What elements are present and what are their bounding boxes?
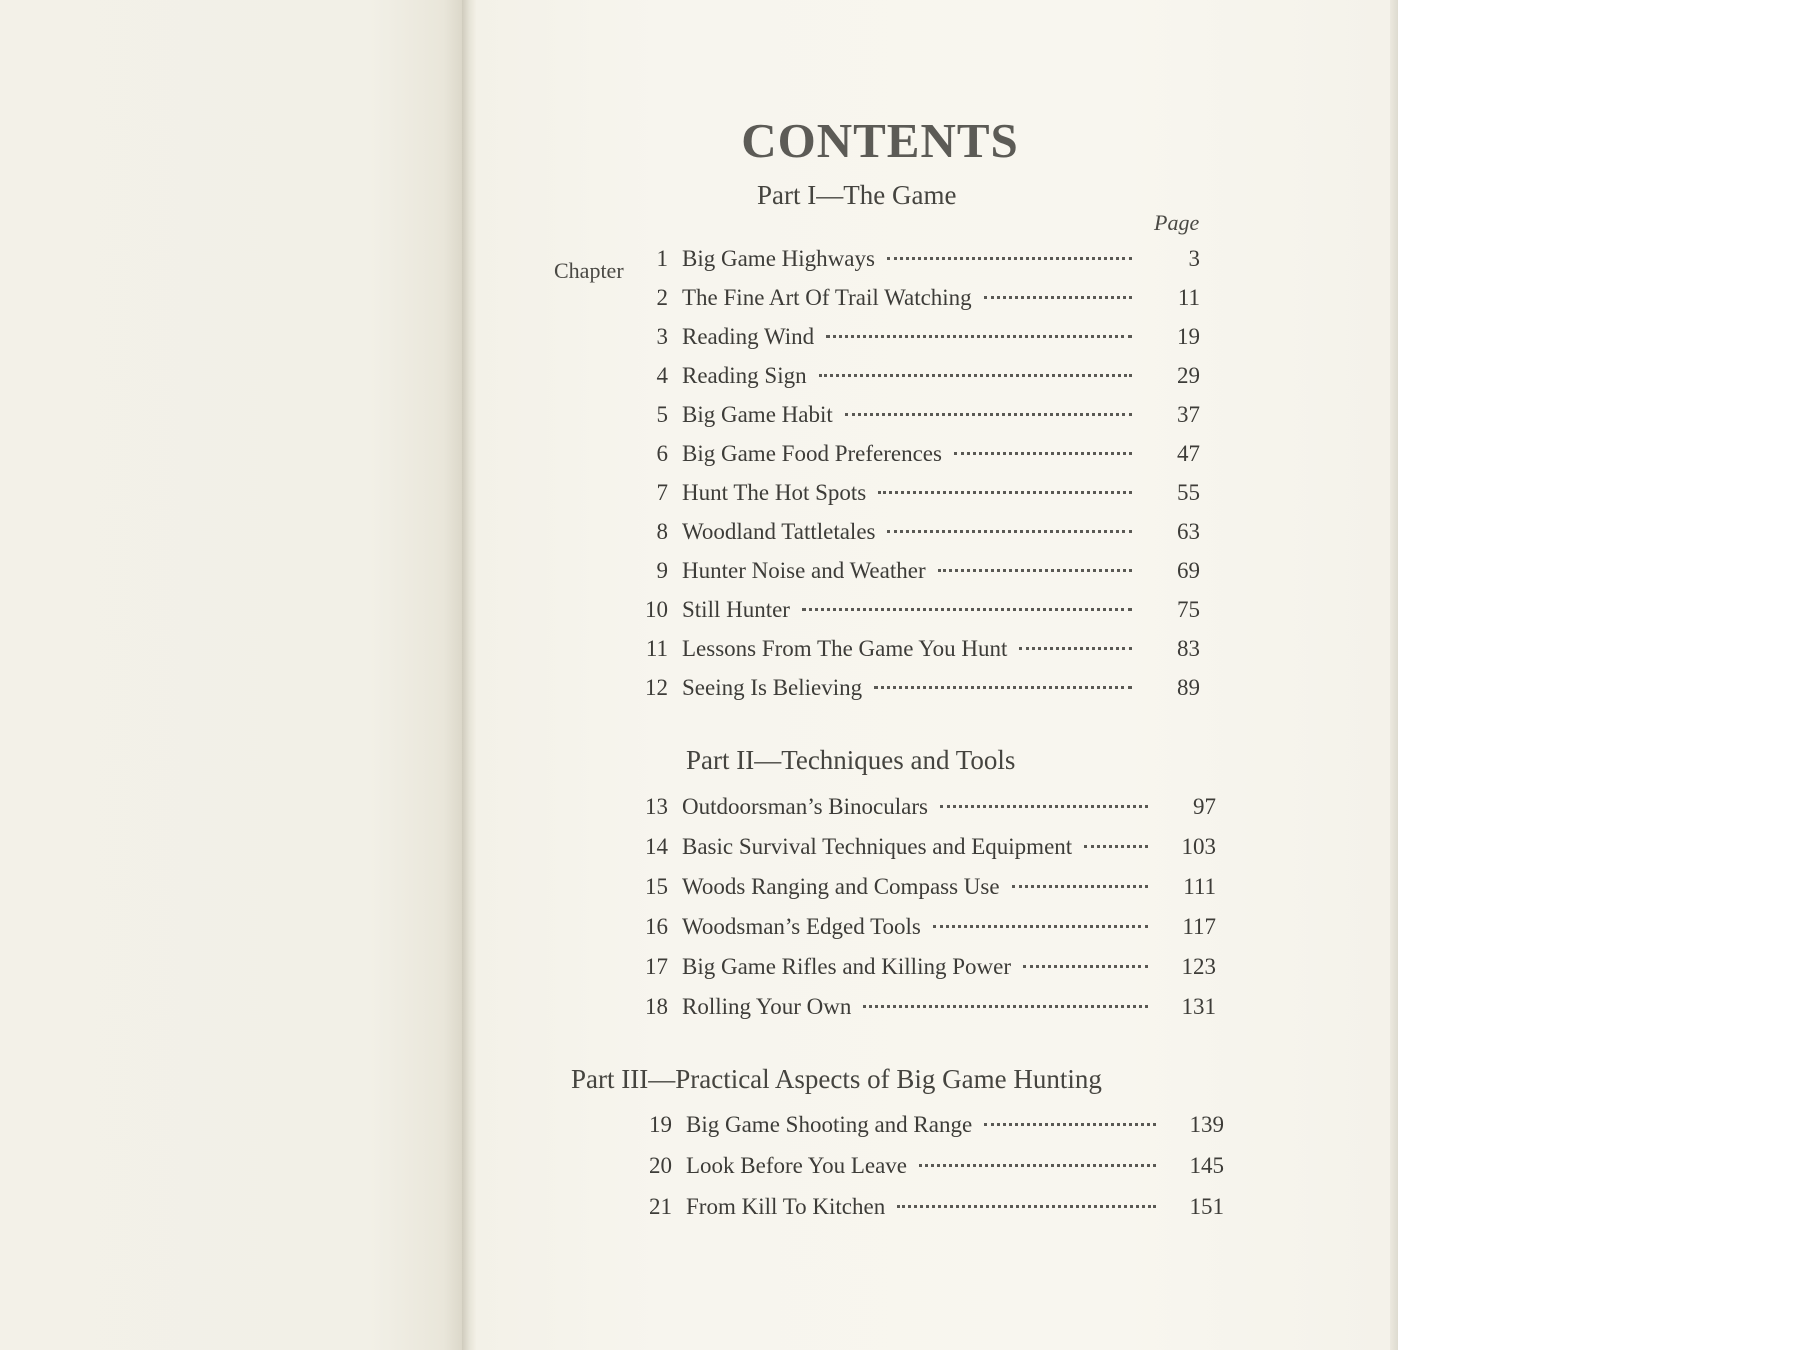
chapter-number: 11 [645,636,668,661]
toc-row [620,636,1200,670]
page-number: 103 [1181,834,1216,859]
dot-leader [887,257,1132,260]
part-heading-2: Part II—Techniques and Tools [686,745,1016,775]
toc-row [620,402,1200,436]
page-number: 117 [1182,914,1216,939]
dot-leader [1023,965,1148,968]
chapter-number: 7 [656,480,668,505]
chapter-title: Rolling Your Own [682,994,852,1019]
toc-row [620,285,1200,319]
chapter-title: Woodland Tattletales [682,519,876,544]
chapter-number: 10 [645,597,668,622]
left-blank-page [0,0,462,1350]
dot-leader [863,1005,1148,1008]
dot-leader [984,296,1132,299]
chapter-number: 6 [656,441,668,466]
toc-row [620,834,1216,868]
chapter-title: Hunt The Hot Spots [682,480,867,505]
dot-leader [874,686,1132,689]
chapter-title: Big Game Shooting and Range [686,1112,973,1137]
chapter-number: 8 [656,519,668,544]
chapter-title: Reading Sign [682,363,807,388]
dot-leader [938,569,1132,572]
toc-row [620,675,1200,709]
chapter-title: Hunter Noise and Weather [682,558,926,583]
chapter-number: 12 [645,675,668,700]
toc-row [620,794,1216,828]
dot-leader [1019,647,1132,650]
chapter-title: Woodsman’s Edged Tools [682,914,921,939]
chapter-number: 3 [656,324,668,349]
chapter-label: Chapter [554,258,624,283]
toc-row [620,874,1216,908]
chapter-title: Woods Ranging and Compass Use [682,874,1000,899]
chapter-number: 20 [649,1153,672,1178]
toc-row [620,519,1200,553]
page-number: 37 [1177,402,1200,427]
chapter-title: From Kill To Kitchen [686,1194,886,1219]
chapter-number: 17 [645,954,668,979]
page-number: 151 [1189,1194,1224,1219]
chapter-title: Seeing Is Believing [682,675,863,700]
page-number: 29 [1177,363,1200,388]
book-gutter [462,0,476,1350]
dot-leader [897,1205,1156,1208]
dot-leader [1012,885,1148,888]
toc-row [620,597,1200,631]
dot-leader [845,413,1132,416]
dot-leader [826,335,1132,338]
dot-leader [919,1164,1156,1167]
toc-row [624,1153,1224,1187]
dot-leader [887,530,1132,533]
chapter-title: Look Before You Leave [686,1153,908,1178]
page-number: 3 [1188,246,1200,271]
page-number: 63 [1177,519,1200,544]
page-number: 139 [1189,1112,1224,1137]
chapter-title: Lessons From The Game You Hunt [682,636,1008,661]
page-number: 47 [1177,441,1200,466]
page-number: 123 [1181,954,1216,979]
dot-leader [878,491,1132,494]
toc-row [620,914,1216,948]
page-number: 69 [1177,558,1200,583]
chapter-title: Reading Wind [682,324,815,349]
contents-title: CONTENTS [741,113,1019,168]
page-number: 131 [1181,994,1216,1019]
part-heading-3: Part III—Practical Aspects of Big Game Hunting [571,1064,1102,1094]
chapter-number: 4 [656,363,668,388]
page-column-label: Page [1154,210,1200,235]
page-number: 145 [1189,1153,1224,1178]
dot-leader [940,805,1148,808]
dot-leader [1084,845,1148,848]
chapter-number: 2 [656,285,668,310]
chapter-number: 9 [656,558,668,583]
page-number: 11 [1177,285,1200,310]
toc-row [620,558,1200,592]
chapter-number: 1 [656,246,668,271]
toc-row [624,1194,1224,1228]
page-number: 55 [1177,480,1200,505]
chapter-title: Big Game Habit [682,402,833,427]
toc-row [620,954,1216,988]
chapter-number: 18 [645,994,668,1019]
toc-row [620,441,1200,475]
toc-row [624,1112,1224,1146]
toc-row [620,994,1216,1028]
dot-leader [819,374,1132,377]
chapter-number: 21 [649,1194,672,1219]
page-number: 89 [1177,675,1200,700]
chapter-number: 14 [645,834,668,859]
page-number: 75 [1177,597,1200,622]
chapter-number: 13 [645,794,668,819]
toc-row [620,324,1200,358]
chapter-title: Outdoorsman’s Binoculars [682,794,928,819]
dot-leader [933,925,1148,928]
page-edge [1390,0,1398,1350]
chapter-title: Big Game Rifles and Killing Power [682,954,1011,979]
toc-row [620,363,1200,397]
page-number: 111 [1183,874,1216,899]
chapter-title: Basic Survival Techniques and Equipment [682,834,1073,859]
dot-leader [954,452,1132,455]
chapter-number: 15 [645,874,668,899]
page-number: 97 [1193,794,1216,819]
chapter-number: 16 [645,914,668,939]
chapter-number: 5 [656,402,668,427]
toc-row [620,246,1200,280]
chapter-title: Big Game Highways [682,246,875,271]
chapter-title: Still Hunter [682,597,790,622]
chapter-title: The Fine Art Of Trail Watching [682,285,972,310]
toc-row [620,480,1200,514]
part-heading-1: Part I—The Game [757,180,957,210]
dot-leader [984,1123,1156,1126]
chapter-number: 19 [649,1112,672,1137]
page-number: 19 [1177,324,1200,349]
page-number: 83 [1177,636,1200,661]
chapter-title: Big Game Food Preferences [682,441,942,466]
dot-leader [802,608,1132,611]
